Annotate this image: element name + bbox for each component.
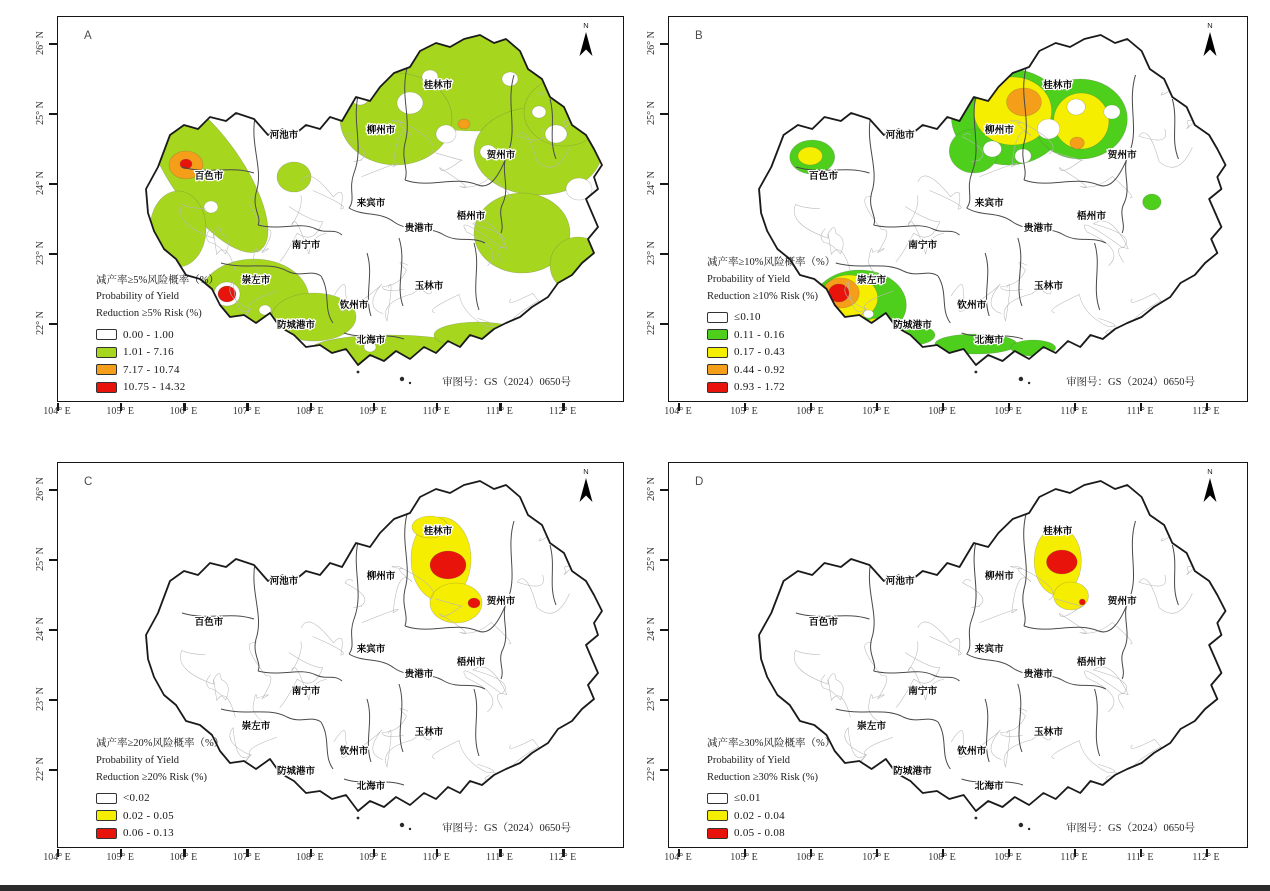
map-frame — [57, 462, 624, 848]
y-axis-label: 22° N — [646, 311, 657, 335]
panel-B — [635, 0, 1270, 445]
legend-class-label: 0.44 - 0.92 — [734, 363, 785, 376]
map-frame — [668, 462, 1248, 848]
city-label: 钦州市 — [957, 746, 987, 757]
x-axis-label: 112° E — [548, 852, 577, 863]
island-dot — [1019, 823, 1024, 827]
legend-class-label: 7.17 - 10.74 — [123, 363, 180, 376]
panel-letter: C — [84, 476, 93, 488]
north-arrow-icon — [578, 477, 594, 503]
north-label: N — [1207, 21, 1213, 30]
y-axis-label: 22° N — [35, 757, 46, 781]
x-axis-label: 112° E — [1192, 852, 1220, 863]
legend-title-zh: 减产率≥30%风险概率（%） — [707, 738, 836, 750]
city-label: 防城港市 — [893, 766, 932, 777]
risk-zone-white — [863, 310, 873, 318]
legend-class-label: 1.01 - 7.16 — [123, 346, 174, 358]
panel-letter: B — [695, 30, 703, 42]
city-label: 百色市 — [194, 618, 224, 628]
y-tick — [49, 489, 57, 492]
risk-zone-green — [1011, 340, 1056, 356]
island-dot — [409, 828, 411, 830]
county-boundary — [155, 89, 178, 136]
x-axis-label: 104° E — [43, 852, 71, 863]
risk-zone-red — [180, 159, 192, 169]
risk-zone-green_light — [322, 61, 378, 97]
legend-class-label: 0.02 - 0.04 — [734, 809, 785, 822]
city-label: 防城港市 — [893, 320, 932, 331]
city-label: 贺州市 — [486, 597, 516, 607]
x-axis-label: 110° E — [1060, 406, 1088, 417]
legend-items — [707, 792, 835, 839]
city-label: 贵港市 — [404, 224, 434, 234]
legend-title-en1: Probability of Yield — [707, 273, 791, 285]
y-axis-label: 24° N — [646, 171, 657, 195]
x-axis-label: 110° E — [1060, 852, 1088, 863]
y-tick — [660, 183, 668, 186]
island-dot — [409, 382, 411, 384]
y-axis-label: 22° N — [35, 311, 46, 335]
legend-item — [707, 381, 835, 393]
legend-class-label: 0.17 - 0.43 — [734, 346, 785, 358]
x-axis-label: 112° E — [1192, 406, 1220, 417]
legend-swatch-white — [707, 312, 728, 323]
x-axis-label: 107° E — [232, 406, 261, 417]
city-label: 贵港市 — [1023, 223, 1053, 234]
risk-zone-red — [430, 551, 466, 579]
risk-zone-green_light — [150, 191, 206, 267]
y-axis-label: 25° N — [646, 547, 657, 571]
legend-title-en1: Probability of Yield — [96, 754, 180, 766]
y-axis-label: 26° N — [35, 477, 46, 501]
y-axis-label: 26° N — [646, 31, 657, 55]
x-axis-label: 111° E — [1126, 406, 1154, 417]
x-axis-label: 106° E — [169, 406, 198, 417]
legend-class-label: 0.02 - 0.05 — [123, 809, 174, 822]
legend-swatch-green — [707, 329, 728, 340]
legend-swatch-red — [707, 828, 728, 839]
city-label: 玉林市 — [1033, 281, 1064, 292]
legend-swatch-orange — [96, 364, 117, 375]
legend-title-zh: 减产率≥20%风险概率（%） — [96, 738, 225, 750]
y-tick — [49, 183, 57, 186]
risk-zone-red — [1046, 550, 1077, 574]
y-tick — [660, 559, 668, 562]
island-dot — [1019, 377, 1024, 381]
county-boundary — [1161, 68, 1231, 95]
risk-zone-white — [545, 125, 567, 143]
map-approval-number: 审图号：GS（2024）0650号 — [442, 377, 571, 388]
legend-class-label: 0.11 - 0.16 — [734, 328, 785, 341]
legend — [707, 736, 835, 839]
city-label: 南宁市 — [908, 240, 938, 251]
x-axis-label: 108° E — [295, 406, 324, 417]
y-tick — [660, 489, 668, 492]
north-arrow — [576, 22, 596, 62]
legend-title-en2: Reduction ≥20% Risk (%) — [96, 771, 208, 783]
panel-letter: A — [84, 30, 92, 42]
risk-zone-yellow — [1054, 582, 1089, 610]
north-arrow-icon — [1202, 31, 1218, 57]
city-label: 贺州市 — [486, 151, 516, 161]
risk-zone-white — [204, 201, 218, 213]
y-axis-label: 24° N — [646, 617, 657, 641]
legend-item — [707, 329, 835, 341]
north-label: N — [583, 467, 589, 476]
panel-D — [635, 446, 1270, 891]
county-boundary — [485, 330, 537, 362]
y-axis-label: 24° N — [35, 617, 46, 641]
y-tick — [49, 43, 57, 46]
x-axis-label: 105° E — [730, 406, 758, 417]
county-boundary — [565, 272, 614, 300]
x-axis-label: 106° E — [796, 852, 824, 863]
x-axis-label: 106° E — [796, 406, 824, 417]
map-frame — [57, 16, 624, 402]
risk-zone-white — [436, 125, 456, 143]
y-axis-label: 23° N — [646, 687, 657, 711]
city-label: 钦州市 — [339, 301, 369, 311]
risk-zone-yellow — [798, 147, 823, 165]
city-label: 梧州市 — [456, 212, 486, 222]
legend-item — [707, 311, 835, 323]
y-axis-label: 24° N — [35, 171, 46, 195]
city-label: 钦州市 — [339, 747, 369, 757]
north-arrow — [1200, 468, 1220, 508]
island-dot — [1028, 828, 1030, 830]
legend-item — [707, 792, 835, 804]
city-label: 南宁市 — [291, 241, 321, 251]
legend-item — [96, 346, 219, 358]
y-tick — [660, 43, 668, 46]
city-label: 柳州市 — [984, 571, 1014, 582]
x-axis-label: 110° E — [422, 852, 450, 863]
legend-swatch-red — [96, 382, 117, 393]
legend-swatch-red — [707, 382, 728, 393]
risk-zone-red — [218, 286, 236, 302]
legend-class-label: ≤0.01 — [734, 792, 761, 804]
city-label: 贵港市 — [1023, 669, 1053, 680]
city-label: 百色市 — [808, 171, 839, 182]
island-dot — [400, 823, 404, 827]
panel-letter: D — [695, 476, 704, 488]
legend-item — [707, 346, 835, 358]
city-label: 北海市 — [356, 336, 386, 346]
x-axis-label: 109° E — [994, 852, 1022, 863]
city-label: 柳州市 — [366, 572, 396, 582]
city-label: 桂林市 — [1043, 526, 1073, 537]
x-axis-label: 105° E — [106, 852, 134, 863]
y-tick — [49, 253, 57, 256]
city-label: 北海市 — [974, 335, 1004, 346]
city-label: 梧州市 — [1076, 211, 1107, 222]
city-label: 贺州市 — [1107, 150, 1137, 161]
y-axis-label: 22° N — [646, 757, 657, 781]
map-approval-number: 审图号：GS（2024）0650号 — [1066, 377, 1195, 388]
x-axis-label: 107° E — [232, 852, 261, 863]
y-tick — [49, 629, 57, 632]
north-arrow — [576, 468, 596, 508]
legend-class-label: 0.06 - 0.13 — [123, 827, 174, 839]
risk-zone-green — [1143, 194, 1161, 210]
city-label: 来宾市 — [974, 198, 1004, 209]
city-label: 柳州市 — [366, 126, 396, 136]
risk-zone-green_light — [277, 162, 311, 192]
legend-title-en2: Reduction ≥30% Risk (%) — [707, 771, 819, 783]
y-axis-label: 25° N — [35, 547, 46, 571]
county-boundary — [768, 89, 791, 136]
legend-swatch-yellow — [707, 347, 728, 358]
map-frame — [668, 16, 1248, 402]
legend-items — [96, 792, 224, 839]
legend-item — [707, 827, 835, 839]
legend-class-label: 0.00 - 1.00 — [123, 328, 174, 341]
risk-zone-white — [1037, 119, 1060, 139]
north-arrow — [1200, 22, 1220, 62]
x-axis-label: 111° E — [485, 406, 513, 417]
legend-item — [96, 364, 219, 376]
bottom-bar — [0, 885, 1270, 891]
city-label: 来宾市 — [974, 644, 1004, 655]
city-label: 百色市 — [808, 617, 839, 628]
city-label: 贵港市 — [404, 670, 434, 680]
risk-zone-white — [502, 72, 518, 86]
legend-class-label: 0.93 - 1.72 — [734, 381, 785, 393]
county-boundary — [1106, 330, 1159, 362]
north-label: N — [1207, 467, 1213, 476]
x-axis-label: 105° E — [106, 406, 134, 417]
legend-item — [707, 810, 835, 822]
island-dot — [400, 377, 404, 381]
legend-items — [707, 311, 835, 393]
legend-swatch-white — [96, 793, 117, 804]
legend — [96, 273, 219, 393]
x-axis-label: 104° E — [664, 406, 692, 417]
map-approval-number: 审图号：GS（2024）0650号 — [442, 823, 571, 834]
x-axis-label: 109° E — [359, 852, 387, 863]
x-axis-label: 105° E — [730, 852, 758, 863]
city-label: 来宾市 — [356, 645, 386, 655]
risk-zone-green_light — [434, 322, 522, 348]
legend-title-en2: Reduction ≥5% Risk (%) — [96, 308, 202, 320]
city-label: 北海市 — [356, 782, 386, 792]
risk-zone-white — [1104, 105, 1120, 119]
x-axis-label: 110° E — [422, 406, 450, 417]
city-label: 桂林市 — [423, 81, 453, 91]
city-label: 河池市 — [885, 130, 915, 141]
x-axis-label: 109° E — [994, 406, 1022, 417]
city-label: 柳州市 — [984, 125, 1014, 136]
city-label: 梧州市 — [456, 658, 486, 668]
city-label: 钦州市 — [957, 300, 987, 311]
city-label: 百色市 — [194, 172, 224, 182]
legend-item — [96, 827, 224, 839]
panel-A — [0, 0, 635, 445]
risk-zone-orange — [458, 119, 470, 129]
county-boundary — [485, 776, 537, 808]
x-axis-label: 111° E — [1126, 852, 1154, 863]
legend — [96, 736, 224, 839]
legend-items — [96, 329, 219, 394]
legend-swatch-green_light — [96, 347, 117, 358]
city-label: 崇左市 — [857, 721, 887, 732]
legend-class-label: ≤0.10 — [734, 311, 761, 323]
county-boundary — [155, 535, 178, 582]
y-tick — [49, 113, 57, 116]
north-arrow-icon — [578, 31, 594, 57]
north-label: N — [583, 21, 589, 30]
legend-swatch-yellow — [96, 810, 117, 821]
legend-swatch-yellow — [707, 810, 728, 821]
legend-item — [96, 810, 224, 822]
city-label: 桂林市 — [1043, 80, 1073, 91]
city-label: 贺州市 — [1107, 596, 1137, 607]
x-axis-label: 107° E — [862, 406, 890, 417]
city-label: 南宁市 — [908, 686, 938, 697]
risk-zone-white — [1067, 99, 1085, 115]
x-axis-label: 108° E — [928, 852, 956, 863]
legend-title-en2: Reduction ≥10% Risk (%) — [707, 290, 819, 302]
y-tick — [49, 699, 57, 702]
x-axis-label: 109° E — [359, 406, 387, 417]
risk-zone-white — [532, 106, 546, 118]
y-tick — [49, 559, 57, 562]
city-label: 防城港市 — [276, 321, 316, 331]
y-axis-label: 23° N — [35, 687, 46, 711]
legend-title-en1: Probability of Yield — [707, 754, 791, 766]
city-label: 玉林市 — [1033, 727, 1064, 738]
map-approval-number: 审图号：GS（2024）0650号 — [1066, 823, 1195, 834]
city-label: 河池市 — [269, 131, 299, 141]
north-arrow-icon — [1202, 477, 1218, 503]
y-tick — [49, 769, 57, 772]
y-tick — [660, 699, 668, 702]
y-tick — [660, 629, 668, 632]
y-axis-label: 23° N — [646, 241, 657, 265]
legend-swatch-white — [707, 793, 728, 804]
legend-swatch-red — [96, 828, 117, 839]
city-label: 梧州市 — [1076, 657, 1107, 668]
legend — [707, 255, 835, 393]
island-dot — [974, 371, 977, 374]
legend-class-label: 0.05 - 0.08 — [734, 827, 785, 839]
legend-swatch-orange — [707, 364, 728, 375]
legend-swatch-white — [96, 329, 117, 340]
risk-zone-white — [983, 141, 1001, 157]
county-boundary — [1161, 514, 1231, 541]
panel-C — [0, 446, 635, 891]
legend-item — [96, 381, 219, 393]
legend-class-label: <0.02 — [123, 792, 150, 804]
county-boundary — [1187, 718, 1237, 746]
y-axis-label: 23° N — [35, 241, 46, 265]
risk-zone-red — [1079, 599, 1085, 605]
legend-class-label: 10.75 - 14.32 — [123, 381, 186, 393]
risk-zone-red — [468, 598, 480, 608]
y-tick — [660, 323, 668, 326]
y-tick — [660, 113, 668, 116]
risk-zone-green_light — [550, 237, 606, 293]
risk-zone-white — [397, 92, 423, 114]
legend-item — [707, 364, 835, 376]
city-label: 南宁市 — [291, 687, 321, 697]
x-axis-label: 104° E — [43, 406, 71, 417]
city-label: 桂林市 — [423, 527, 453, 537]
x-axis-label: 111° E — [485, 852, 513, 863]
x-axis-label: 104° E — [664, 852, 692, 863]
city-label: 河池市 — [269, 577, 299, 587]
county-boundary — [539, 68, 608, 95]
x-axis-label: 112° E — [548, 406, 577, 417]
county-boundary — [539, 514, 608, 541]
county-boundary — [565, 718, 614, 746]
island-dot — [974, 817, 977, 820]
city-label: 玉林市 — [414, 282, 444, 292]
city-label: 河池市 — [885, 576, 915, 587]
island-dot — [357, 817, 360, 820]
island-dot — [357, 371, 360, 374]
county-boundary — [1106, 776, 1159, 808]
legend-title-en1: Probability of Yield — [96, 291, 180, 303]
y-axis-label: 25° N — [646, 101, 657, 125]
x-axis-label: 108° E — [928, 406, 956, 417]
city-label: 防城港市 — [276, 767, 316, 777]
legend-title-zh: 减产率≥10%风险概率（%） — [707, 257, 836, 269]
y-tick — [660, 253, 668, 256]
legend-item — [96, 329, 219, 341]
x-axis-label: 106° E — [169, 852, 198, 863]
x-axis-label: 107° E — [862, 852, 890, 863]
county-boundary — [1187, 272, 1237, 300]
city-label: 崇左市 — [241, 276, 271, 286]
y-axis-label: 25° N — [35, 101, 46, 125]
city-label: 崇左市 — [241, 722, 271, 732]
legend-title-zh: 减产率≥5%风险概率（%） — [96, 274, 220, 286]
y-tick — [49, 323, 57, 326]
county-boundary — [768, 535, 791, 582]
y-axis-label: 26° N — [646, 477, 657, 501]
legend-item — [96, 792, 224, 804]
y-axis-label: 26° N — [35, 31, 46, 55]
city-label: 玉林市 — [414, 728, 444, 738]
x-axis-label: 108° E — [295, 852, 324, 863]
island-dot — [1028, 382, 1030, 384]
city-label: 北海市 — [974, 781, 1004, 792]
city-label: 来宾市 — [356, 199, 386, 209]
city-label: 崇左市 — [857, 275, 887, 286]
risk-zone-orange — [1070, 137, 1084, 149]
y-tick — [660, 769, 668, 772]
